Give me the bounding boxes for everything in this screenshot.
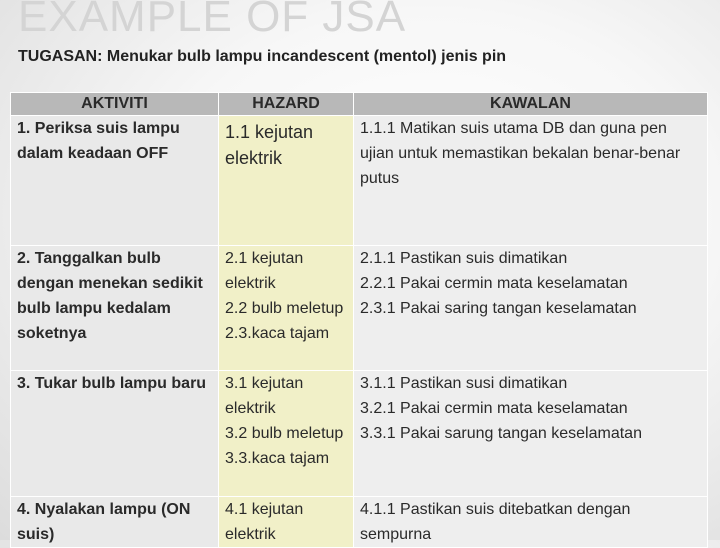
slide-title: EXAMPLE OF JSA — [18, 0, 407, 41]
hazard-item: 2.2 bulb meletup — [225, 300, 344, 317]
kawalan-cell — [354, 371, 708, 497]
table-header-row — [11, 93, 708, 116]
hazard-item: 2.1 kejutan elektrik — [225, 250, 304, 292]
hazard-item: 1.1 kejutan elektrik — [225, 122, 314, 168]
table-row — [11, 246, 708, 371]
hazard-item: 4.1 kejutan elektrik — [225, 501, 304, 543]
kawalan-item: 4.1.1 Pastikan suis ditebatkan dengan sempurna — [360, 501, 631, 543]
aktiviti-cell: 4. Nyalakan lampu (ON suis) — [11, 497, 219, 548]
hazard-cell — [219, 371, 354, 497]
kawalan-item: 3.2.1 Pakai cermin mata keselamatan — [360, 400, 628, 417]
aktiviti-cell: 2. Tanggalkan bulb dengan menekan sedikit bulb lampu kedalam soketnya — [11, 246, 219, 371]
header-hazard: HAZARD — [219, 93, 354, 116]
task-description: TUGASAN: Menukar bulb lampu incandescent (mentol) jenis pin — [18, 48, 507, 65]
kawalan-item: 3.1.1 Pastikan susi dimatikan — [360, 375, 568, 392]
hazard-item: 2.3.kaca tajam — [225, 325, 330, 342]
aktiviti-cell: 1. Periksa suis lampu dalam keadaan OFF — [11, 116, 219, 246]
hazard-item: 3.2 bulb meletup — [225, 425, 344, 442]
kawalan-item: 2.3.1 Pakai saring tangan keselamatan — [360, 300, 637, 317]
kawalan-item: 2.1.1 Pastikan suis dimatikan — [360, 250, 568, 267]
jsa-table — [10, 92, 708, 548]
hazard-cell — [219, 116, 354, 246]
table-row — [11, 116, 708, 246]
hazard-item: 3.3.kaca tajam — [225, 450, 330, 467]
kawalan-cell — [354, 116, 708, 246]
header-aktiviti: AKTIVITI — [11, 93, 219, 116]
kawalan-cell — [354, 246, 708, 371]
table-row — [11, 371, 708, 497]
header-kawalan: KAWALAN — [354, 93, 708, 116]
hazard-item: 3.1 kejutan elektrik — [225, 375, 304, 417]
kawalan-item: 3.3.1 Pakai sarung tangan keselamatan — [360, 425, 642, 442]
kawalan-item: 1.1.1 Matikan suis utama DB dan guna pen ujian untuk memastikan bekalan benar-benar putus — [360, 120, 681, 187]
hazard-cell — [219, 246, 354, 371]
aktiviti-cell: 3. Tukar bulb lampu baru — [11, 371, 219, 497]
kawalan-item: 2.2.1 Pakai cermin mata keselamatan — [360, 275, 628, 292]
